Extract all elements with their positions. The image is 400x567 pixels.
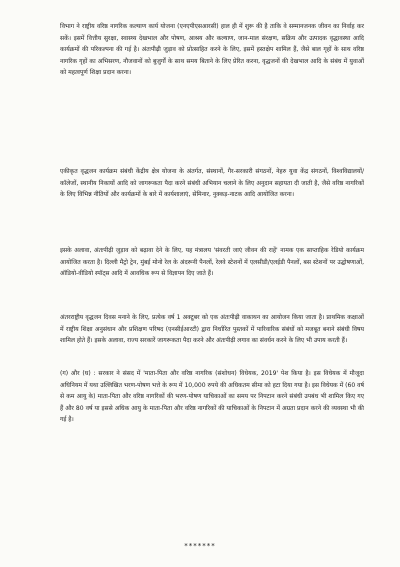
paragraph-amendment-bill: (ग) और (घ) : सरकार ने संसद में 'माता-पिता और वरिष्ठ नागरिक (संशोधन) विधेयक, 2019' पेश किया है। इस विधेयक में मौजूदा अधिनियम में यथा उल्लिखित भरण-पोषण भत्ते के रूप में 10,000 रुपये की अधिकतम सीमा को हटा दिया गया है। इस विधेयक में (60 वर्ष से कम आयु के) माता-पिता और वरिष्ठ नागरिकों की भरण-पोषण याचिकाओं का समय पर निपटान करने संबंधी उपबंध भी शामिल किए गए हैं और 80 वर्ष या इससे अधिक आयु के माता-पिता और वरिष्ठ नागरिकों की याचिकाओं के निपटान में अग्रता प्रदान करने की व्यवस्था भी की गई है।: [60, 370, 364, 424]
paragraph-elders-day: अंतरराष्ट्रीय वृद्धजन दिवस मनाने के लिए, प्रत्येक वर्ष 1 अक्टूबर को एक अंतःपीढ़ी वाकाथन का आयोजन किया जाता है। प्राथमिक कक्षाओं में राष्ट्रीय शिक्षा अनुसंधान और प्रशिक्षण परिषद (एनसीईआरटी) द्वारा निर्धारित पुस्तकों में पारिवारिक संबंधों को मजबूत बनाने संबंधी विषय शामिल होते हैं। इसके अलावा, राज्य सरकारें जागरूकता पैदा करने और अंतःपीढ़ी लगाव का संवर्धन करने के लिए भी उपाय करती हैं।: [60, 314, 364, 345]
end-mark: *******: [184, 542, 216, 550]
paragraph-awareness-scheme: एकीकृत वृद्धजन कार्यक्रम संबंधी केंद्रीय क्षेत्र योजना के अंतर्गत, संस्थानों, गैर-सरकारी संगठनों, नेहरु युवा केंद्र संगठनों, विश्वविद्यालयों/कॉलेजों, स्थानीय निकायों आदि को जागरूकता पैदा करने संबंधी अभियान चलाने के लिए अनुदान सहायता दी जाती है, जैसे वरिष्ठ नागरिकों के लिए विभिन्न नीतियों और कार्यक्रमों के बारे में कार्यशालाएं, सेमिनार, नुक्कड़-नाटक आदि आयोजित करना।: [60, 168, 364, 199]
paragraph-radio-programme: इसके अलावा, अंतःपीढ़ी जुड़ाव को बढ़ावा देने के लिए, यह मंत्रालय 'संवरती जाएं जीवन की राहें' नामक एक साप्ताहिक रेडियो कार्यक्रम आयोजित करता है। दिल्ली मैट्रो ट्रेन, मुंबई मोनो रेल के अंदरूनी पैनलों, रेलवे स्टेशनों में एलसीडी/एलईडी पैनलों, बस स्टेशनों पर उद्घोषणाओं, ऑडियो-वीडियो स्पॉट्स आदि में आवधिक रूप से विज्ञापन दिए जाते हैं।: [60, 247, 364, 278]
paragraph-napsrc: विभाग ने राष्ट्रीय वरिष्ठ नागरिक कल्याण कार्य योजना (एनएपीएसआरसी) हाल ही में शुरू की है ताकि वे सम्मानजनक जीवन का निर्वाह कर सकें। इसमें वित्तीय सुरक्षा, स्वास्थ्य देखभाल और पोषण, आश्रय और कल्याण, जान-माल संरक्षण, सक्रिय और उत्पादक वृद्धावस्था आदि कार्यक्रमों की परिकल्पना की गई है। अंतःपीढ़ी जुड़ाव को प्रोत्साहित करने के लिए, इसमें हस्तक्षेप शामिल हैं, जैसे बाल गृहों के साथ वरिष्ठ नागरिक गृहों का अभिसरण, नौजवानों को बुजुर्गों के साथ समय बिताने के लिए प्रेरित करना, वृद्धजनों की देखभाल आदि के संबंध में युवाओं को महत्वपूर्ण शिक्षा प्रदान करना।: [60, 23, 364, 77]
